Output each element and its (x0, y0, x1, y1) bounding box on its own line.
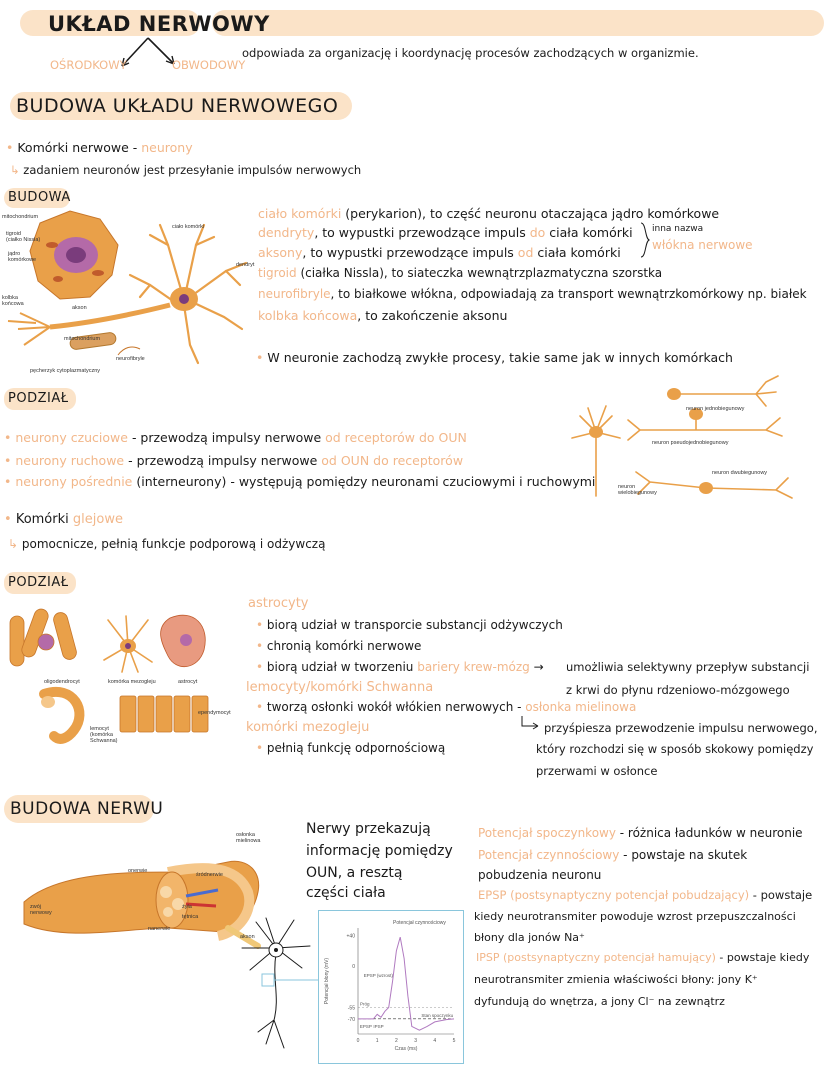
potential-5: kiedy neurotransmiter powoduje wzrost przepuszczalności (474, 910, 796, 923)
potential-1: Potencjał spoczynkowy - różnica ładunków w neuronie (478, 826, 803, 840)
potential-9: dyfundują do wnętrza, a jony Cl⁻ na zewnątrz (474, 995, 725, 1008)
label-astro: astrocyt (178, 679, 198, 685)
myelin-note-2: który rozchodzi się w sposób skokowy pomiędzy (536, 742, 814, 756)
label-bipolar: neuron dwubiegunowy (712, 470, 768, 476)
label-ependy: ependymocyt (198, 710, 231, 716)
bbb-note-2: z krwi do płynu rdzeniowo-mózgowego (566, 683, 790, 697)
ap-chart (318, 910, 464, 1064)
neuron-note: • W neuronie zachodzą zwykłe procesy, takie same jak w innych komórkach (256, 350, 733, 365)
nerve-desc-1: Nerwy przekazują (306, 821, 431, 837)
potential-3: pobudzenia neuronu (478, 868, 602, 882)
label-artery: tętnica (182, 914, 199, 920)
def-axons: aksony, to wypustki przewodzące impuls od ciała komórki (258, 245, 621, 260)
nerve-illustration (18, 832, 268, 952)
label-unipolar: neuron jednobiegunowy (686, 406, 745, 412)
myelin-arrow (518, 716, 542, 732)
label-multipolar: neuron wielobiegunowy (618, 484, 657, 496)
potential-8: neurotransmiter zmienia właściwości błony: jony K⁺ (474, 973, 758, 986)
x-axis-label: Czas (ms) (394, 1046, 418, 1052)
x-tick-label: 5 (452, 1038, 456, 1044)
nerve-heading: BUDOWA NERWU (10, 799, 164, 819)
label-vein: żyła (182, 904, 192, 910)
nerve-desc-2: informację pomiędzy (306, 843, 453, 859)
lemo-item: • tworzą osłonki wokół włókien nerwowych - osłonka mielinowa (256, 700, 637, 714)
label-axon: akson (72, 305, 87, 311)
central-label: OŚRODKOWY (50, 58, 127, 72)
neurons-line: • Komórki nerwowe - neurony (6, 140, 193, 155)
y-tick-label: 0 (352, 963, 355, 970)
label-nucleus: jądro komórkowe (8, 251, 37, 263)
structure-heading: BUDOWA UKŁADU NERWOWEGO (16, 95, 339, 117)
nerve-desc-4: części ciała (306, 885, 386, 901)
label-axon-nerve: akson (240, 934, 255, 940)
x-tick-label: 4 (433, 1038, 437, 1044)
potential-2: Potencjał czynnościowy - powstaje na skutek (478, 848, 748, 862)
potential-4: EPSP (postsynaptyczny potencjał pobudzający) - powstaje (478, 888, 813, 902)
type-motor: • neurony ruchowe - przewodzą impulsy nerwowe od OUN do receptorów (4, 453, 464, 468)
nerve-desc-3: OUN, a resztą (306, 865, 403, 881)
potential-7: IPSP (postsynaptyczny potencjał hamujący) - powstaje kiedy (476, 951, 810, 964)
label-dendrite: dendryt (236, 262, 255, 268)
x-tick-label: 1 (375, 1038, 379, 1044)
x-tick-label: 3 (414, 1038, 417, 1044)
astro-item-3: • biorą udział w tworzeniu bariery krew-mózg → (256, 660, 544, 674)
annotation-epsp-rise: EPSP (wzrost) (363, 973, 393, 979)
label-endoneurium: śródnerwie (196, 872, 223, 878)
label-vesicle: pęcherzyk cytoplazmatyczny (30, 368, 100, 374)
def-dendrites: dendryty, to wypustki przewodzące impuls do ciała komórki (258, 225, 633, 240)
annotation-threshold: Próg (360, 1001, 370, 1007)
label-tigroid: tigroid (ciałko Nissla) (6, 231, 41, 243)
meso-term: komórki mezogleju (246, 720, 370, 735)
types-heading: PODZIAŁ (8, 391, 69, 406)
astro-item-2: • chronią komórki nerwowe (256, 639, 422, 653)
glia-line: • Komórki glejowe (4, 512, 123, 527)
peripheral-label: OBWODOWY (172, 58, 246, 72)
label-epineurium: onerwie (128, 868, 148, 874)
alt-name-brace (640, 222, 650, 258)
annotation-ipsp: IPSP (373, 1024, 384, 1029)
potential-6: błony dla jonów Na⁺ (474, 931, 585, 944)
glia-illustration (4, 602, 242, 752)
system-definition: odpowiada za organizację i koordynację procesów zachodzących w organizmie. (242, 46, 699, 60)
label-terminal: kolbka końcowa (2, 295, 24, 307)
y-tick-label: -55 (347, 1005, 355, 1012)
y-tick-label: +40 (346, 933, 355, 940)
alt-name-term: włókna nerwowe (652, 238, 753, 252)
type-inter: • neurony pośrednie (interneurony) - występują pomiędzy neuronami czuciowymi i ruchowymi (4, 474, 596, 489)
def-soma: ciało komórki (perykarion), to część neuronu otaczająca jądro komórkowe (258, 206, 720, 221)
label-bundle: zwój nerwowy (30, 904, 52, 916)
annotation-rest: Stan spoczynku (421, 1012, 454, 1018)
chart-title: Potencjał czynnościowy (393, 920, 446, 926)
def-terminal: kolbka końcowa, to zakończenie aksonu (258, 308, 508, 323)
label-pseudounipolar: neuron pseudojednobiegunowy (652, 440, 729, 446)
title-bar-highlight (212, 10, 824, 36)
label-lemocyt: lemocyt (komórka Schwanna) (90, 726, 118, 744)
label-soma: ciało komórki (172, 224, 205, 230)
lemo-term: lemocyty/komórki Schwanna (246, 680, 434, 695)
type-sensory: • neurony czuciowe - przewodzą impulsy nerwowe od receptorów do OUN (4, 430, 467, 445)
neurons-task: ↳ zadaniem neuronów jest przesyłanie impulsów nerwowych (10, 163, 362, 177)
page-title: UKŁAD NERWOWY (48, 12, 270, 36)
astro-term: astrocyty (248, 596, 309, 611)
label-oligo: oligodendrocyt (44, 679, 80, 685)
y-axis-label: Potencjał błony (mV) (324, 957, 330, 1005)
def-tigroid: tigroid (ciałka Nissla), to siateczka wewnątrzplazmatyczna szorstka (258, 266, 663, 280)
neuron-heading: BUDOWA (8, 190, 71, 205)
label-micro: komórka mezogleju (108, 679, 156, 685)
myelin-note-1: przyśpiesza przewodzenie impulsu nerwowego, (544, 721, 818, 735)
label-mitochondrium-top: mitochondrium (2, 214, 39, 220)
myelin-note-3: przerwami w osłonce (536, 764, 658, 778)
glia-heading: PODZIAŁ (8, 575, 69, 590)
label-perineurium: nanerwie (148, 926, 171, 932)
y-tick-label: -70 (347, 1016, 355, 1023)
def-neurofibrils: neurofibryle, to białkowe włókna, odpowiadają za transport wewnątrzkomórkowy np. białek (258, 287, 807, 301)
astro-item-1: • biorą udział w transporcie substancji odżywczych (256, 618, 563, 632)
sketch-connector (262, 972, 322, 1012)
annotation-epsp: EPSP (359, 1024, 372, 1029)
x-tick-label: 0 (356, 1038, 360, 1044)
alt-name-prefix: inna nazwa (652, 224, 704, 234)
label-myelin: osłonka mielinowa (236, 832, 261, 844)
x-tick-label: 2 (395, 1038, 398, 1044)
label-neurofibrils: neurofibryle (116, 356, 145, 362)
glia-desc: ↳ pomocnicze, pełnią funkcje podporową i odżywczą (8, 537, 326, 551)
label-mitochondrium: mitochondrium (64, 336, 101, 342)
meso-item: • pełnią funkcję odpornościową (256, 741, 446, 755)
bbb-note-1: umożliwia selektywny przepływ substancji (566, 660, 810, 674)
